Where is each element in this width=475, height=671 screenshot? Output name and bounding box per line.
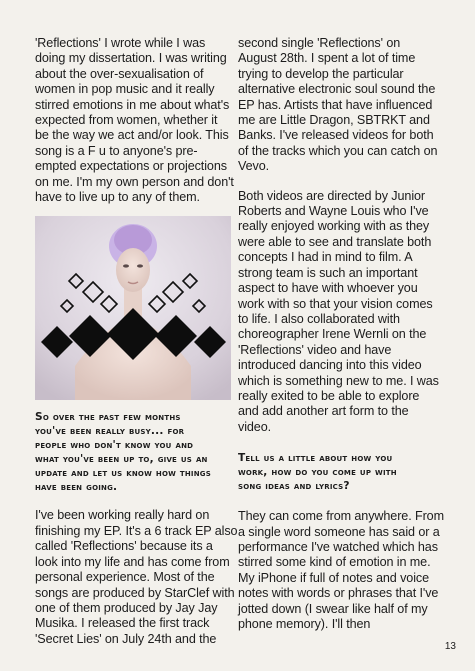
left-paragraph-ep: I've been working really hard on finishing my EP. It's a 6 track EP also called 'Reflections' because its a look into my life and has come from personal experience. Most of the songs are produced by StarClef with one of them produced by Jay Jay Musika. I released the first track 'Secret Lies' on July 24th and the [35,508,238,646]
left-paragraph-intro: 'Reflections' I wrote while I was doing my dissertation. I was writing about the over-sexualisation of women in pop music and it really stirred emotions in me about what's expected from women, whether it be the way we act and/or look. This song is a F u to anyone's pre- empted expectations or projections on me. I'm my own person and don't have to live up to any of them. [35,36,234,205]
interview-question-1: So over the past few months you've been really busy... for people who don't know you and what you've been up to, give us an update and let us know how things have been going. [35,411,211,494]
left-column [35,36,241,647]
right-paragraph-single: second single 'Reflections' on August 28th. I spent a lot of time trying to develop the particular alternative electronic soul sound the EP has. Artists that have influenced me are Little Dragon, SBTRKT and Banks. I've released videos for both of the tracks which you can catch on Vevo. [238,36,438,174]
right-paragraph-videos: Both videos are directed by Junior Roberts and Wayne Louis who I've really enjoyed working with as they were able to see and translate both concepts I had in mind to film. A strong team is such an important aspect to have with whoever you work with so that your vision comes to life. I also collaborated with choreographer Irene Wernli on the 'Reflections' video and have introduced dancing into this video which is something new to me. I was really exited to be able to explore and add another art form to the video. [238,188,439,434]
interview-question-2: Tell us a little about how you work, how do you come up with song ideas and lyrics? [238,452,397,493]
artist-photo-illustration [35,216,231,400]
right-column [238,36,444,632]
page-number: 13 [444,641,456,652]
right-paragraph-ideas: They can come from anywhere. From a single word someone has said or a performance I've watched which has stirred some kind of emotion in me. My iPhone if full of notes and voice notes with words or phrases that I've jotted down (I swear like half of my phone memory). I'll then [238,509,444,631]
artist-photo [35,216,231,400]
